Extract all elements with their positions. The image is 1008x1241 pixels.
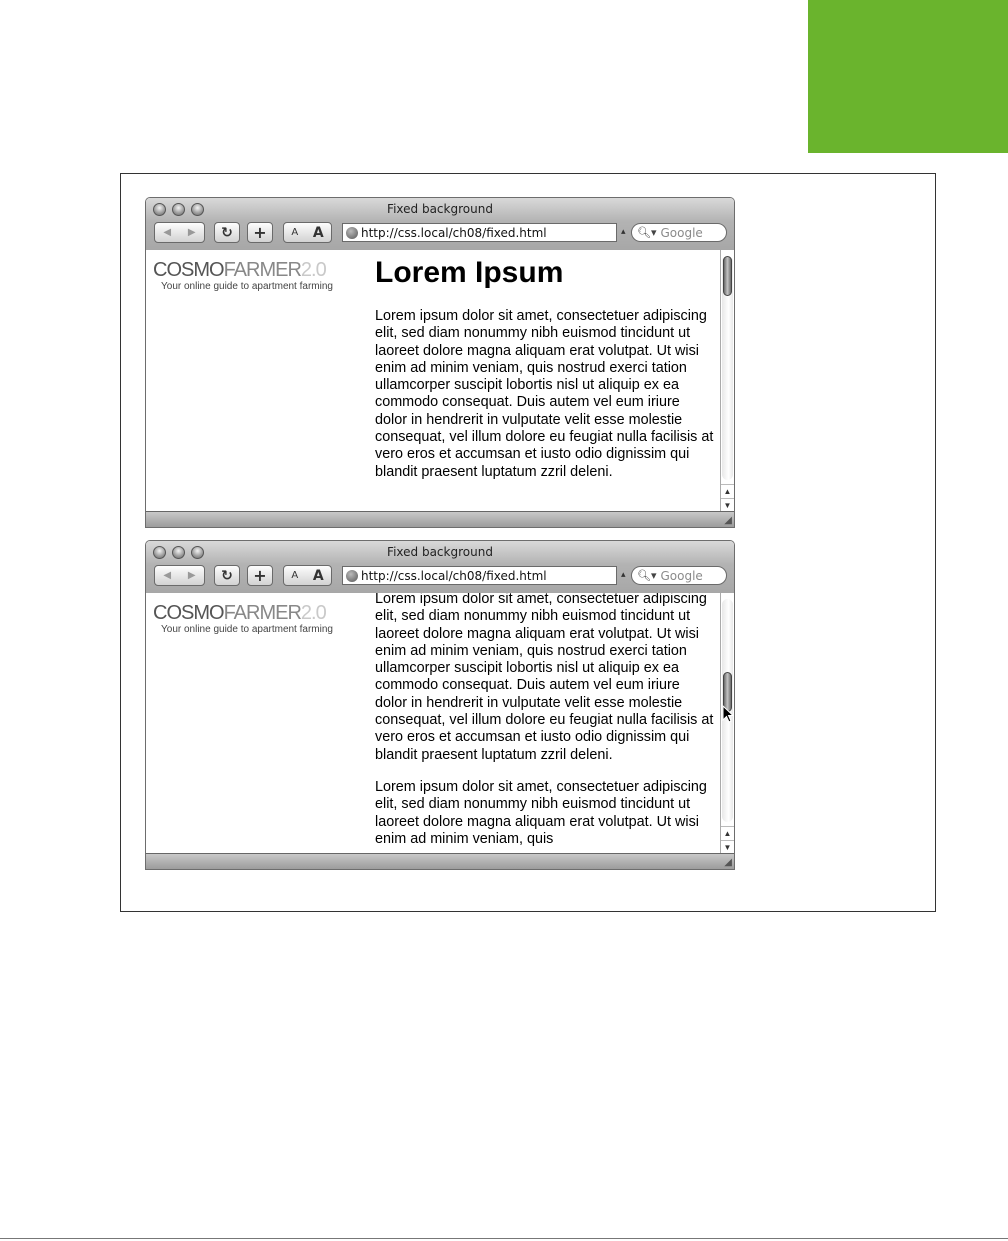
add-bookmark-button[interactable]	[247, 222, 273, 243]
text-size-buttons[interactable]	[283, 222, 332, 243]
plus-icon: +	[253, 223, 267, 242]
browser-window-top	[145, 197, 735, 528]
forward-arrow-icon[interactable]: ▶	[187, 227, 196, 238]
url-text[interactable]: http://css.local/ch08/fixed.html	[361, 225, 547, 240]
address-bar[interactable]	[342, 223, 617, 242]
status-bar	[146, 853, 734, 869]
reload-icon: ↻	[221, 567, 233, 584]
window-title: Fixed background	[387, 545, 493, 559]
plus-icon: +	[253, 566, 267, 585]
text-bigger-icon[interactable]: A	[312, 567, 324, 584]
window-toolbar	[146, 198, 734, 251]
back-arrow-icon[interactable]: ◀	[163, 570, 172, 581]
vertical-scrollbar[interactable]	[720, 250, 734, 512]
text-size-buttons[interactable]	[283, 565, 332, 586]
reload-button[interactable]	[214, 565, 240, 586]
scroll-down-arrow-icon[interactable]: ▼	[721, 840, 734, 854]
back-arrow-icon[interactable]: ◀	[163, 227, 172, 238]
search-icon: 🔍︎▾	[637, 569, 657, 582]
scroll-track[interactable]	[722, 256, 733, 480]
globe-icon	[346, 570, 358, 582]
chapter-tab	[808, 0, 1008, 153]
reload-icon: ↻	[221, 224, 233, 241]
window-toolbar	[146, 541, 734, 594]
scroll-down-arrow-icon[interactable]: ▼	[721, 498, 734, 512]
scroll-thumb[interactable]	[723, 256, 732, 296]
page-content	[146, 593, 720, 854]
logo-tagline: Your online guide to apartment farming	[161, 624, 333, 635]
address-bar[interactable]	[342, 566, 617, 585]
search-placeholder: Google	[660, 568, 703, 583]
site-logo	[153, 260, 353, 292]
text-smaller-icon[interactable]: A	[291, 227, 299, 238]
search-icon: 🔍︎▾	[637, 226, 657, 239]
main-column	[375, 250, 715, 481]
vertical-scrollbar[interactable]	[720, 593, 734, 854]
window-title: Fixed background	[387, 202, 493, 216]
page-heading: Lorem Ipsum	[375, 256, 564, 289]
back-forward-buttons[interactable]	[154, 565, 205, 586]
globe-icon	[346, 227, 358, 239]
text-bigger-icon[interactable]: A	[312, 224, 324, 241]
resize-grip-icon[interactable]: ◢	[724, 857, 732, 868]
body-paragraph: Lorem ipsum dolor sit amet, consectetuer adipiscing elit, sed diam nonummy nibh euismod tincidunt ut laoreet dolore magna aliquam erat volutpat. Ut wisi enim ad minim veniam, quis nostrud exerci tation ullamcorper suscipit lobortis nisl ut aliquip ex ea commodo consequat. Duis autem vel eum iriure dolor in hendrerit in vulputate velit esse molestie consequat, vel illum dolore eu feugiat nulla facilisis at vero eros et accumsan et iusto odio dignissim qui blandit praesent luptatum zzril deleni.	[375, 593, 714, 763]
page-rule	[0, 1238, 1008, 1239]
scroll-up-arrow-icon[interactable]: ▲	[721, 826, 734, 840]
scroll-up-arrow-icon[interactable]: ▲	[721, 484, 734, 498]
url-dropdown-icon[interactable]: ▴	[621, 569, 626, 579]
mouse-pointer-icon	[722, 705, 734, 723]
body-paragraph: Lorem ipsum dolor sit amet, consectetuer adipiscing elit, sed diam nonummy nibh euismod tincidunt ut laoreet dolore magna aliquam erat volutpat. Ut wisi enim ad minim veniam, quis nostrud exerci tation ullamcorper suscipit lobortis nisl ut aliquip ex ea commodo consequat. Duis autem vel eum iriure dolor in hendrerit in vulputate velit esse molestie consequat, vel illum dolore eu feugiat nulla facilisis at vero eros et accumsan et iusto odio dignissim qui blandit praesent luptatum zzril deleni.	[375, 308, 714, 480]
url-text[interactable]: http://css.local/ch08/fixed.html	[361, 568, 547, 583]
forward-arrow-icon[interactable]: ▶	[187, 570, 196, 581]
body-paragraph: Lorem ipsum dolor sit amet, consectetuer adipiscing elit, sed diam nonummy nibh euismod tincidunt ut laoreet dolore magna aliquam erat volutpat. Ut wisi enim ad minim veniam, quis	[375, 778, 707, 847]
site-logo	[153, 603, 353, 635]
page-content	[146, 250, 720, 512]
search-placeholder: Google	[660, 225, 703, 240]
search-field[interactable]	[631, 223, 727, 242]
browser-window-bottom	[145, 540, 735, 870]
back-forward-buttons[interactable]	[154, 222, 205, 243]
search-field[interactable]	[631, 566, 727, 585]
logo-wordmark: COSMOFARMER2.0	[153, 259, 326, 281]
status-bar	[146, 511, 734, 527]
logo-wordmark: COSMOFARMER2.0	[153, 602, 326, 624]
resize-grip-icon[interactable]: ◢	[724, 515, 732, 526]
main-column	[375, 593, 715, 848]
add-bookmark-button[interactable]	[247, 565, 273, 586]
text-smaller-icon[interactable]: A	[291, 570, 299, 581]
reload-button[interactable]	[214, 222, 240, 243]
url-dropdown-icon[interactable]: ▴	[621, 226, 626, 236]
logo-tagline: Your online guide to apartment farming	[161, 281, 333, 292]
